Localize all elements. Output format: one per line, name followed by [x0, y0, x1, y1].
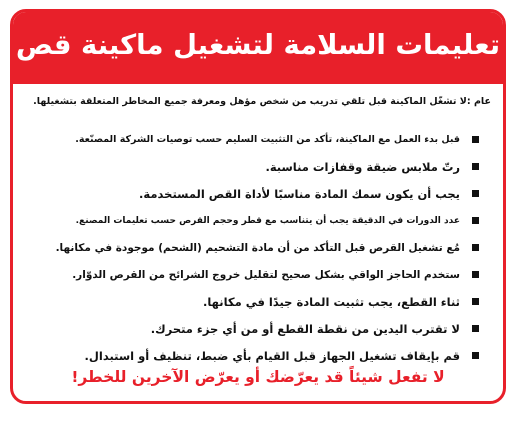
bullet-square-icon [472, 352, 479, 359]
list-item [53, 153, 479, 180]
rule-text: لا تقترب اليدين من نقطة القطع أو من أي جزء متحرك. [150, 321, 460, 336]
list-item [53, 234, 479, 261]
bullet-square-icon [472, 244, 479, 251]
sign-title: تعليمات السلامة لتشغيل ماكينة قص [15, 29, 501, 61]
bullet-square-icon [472, 325, 479, 332]
safety-sign [10, 9, 506, 404]
warning-footer: لا تفعل شيئاً قد يعرّضك أو يعرّض الآخرين للخطر! [71, 368, 445, 386]
bullet-square-icon [472, 163, 479, 170]
list-item [53, 261, 479, 288]
list-item [53, 342, 479, 369]
list-item [53, 315, 479, 342]
bullet-square-icon [472, 190, 479, 197]
rule-text: ستخدم الحاجز الواقي بشكل صحيح لتقليل خروج الشرائح من القرص الدوّار. [72, 268, 460, 281]
bullet-square-icon [472, 136, 479, 143]
list-item [53, 207, 479, 234]
rule-text: قبل بدء العمل مع الماكينة، تأكد من التثبيت السليم حسب توصيات الشركة المصنّعة. [75, 134, 460, 145]
bullet-square-icon [472, 271, 479, 278]
list-item [53, 288, 479, 315]
safety-rules-list [53, 126, 479, 369]
rule-text: ثناء القطع، يجب تثبيت المادة جيدًا في مكانها. [203, 294, 460, 309]
rule-text: مُع تشغيل القرص قبل التأكد من أن مادة التشحيم (الشحم) موجودة في مكانها. [55, 241, 460, 254]
rule-text: عدد الدورات في الدقيقة يجب أن يتناسب مع قطر وحجم القرص حسب تعليمات المصنع. [75, 215, 460, 226]
rule-text: قم بإيقاف تشغيل الجهاز قبل القيام بأي ضبط، تنظيف أو استبدال. [84, 348, 460, 363]
list-item [53, 126, 479, 153]
bullet-square-icon [472, 298, 479, 305]
general-instruction: عام :لا تشغّل الماكينة قبل تلقي تدريب من شخص مؤهل ومعرفة جميع المخاطر المتعلقة بتشغيلها. [33, 96, 491, 107]
bullet-square-icon [472, 217, 479, 224]
list-item [53, 180, 479, 207]
rule-text: رتّ ملابس ضيقة وقفازات مناسبة. [265, 159, 460, 174]
title-banner [13, 12, 503, 84]
rule-text: يجب أن يكون سمك المادة مناسبًا لأداة القص المستخدمة. [139, 186, 460, 201]
